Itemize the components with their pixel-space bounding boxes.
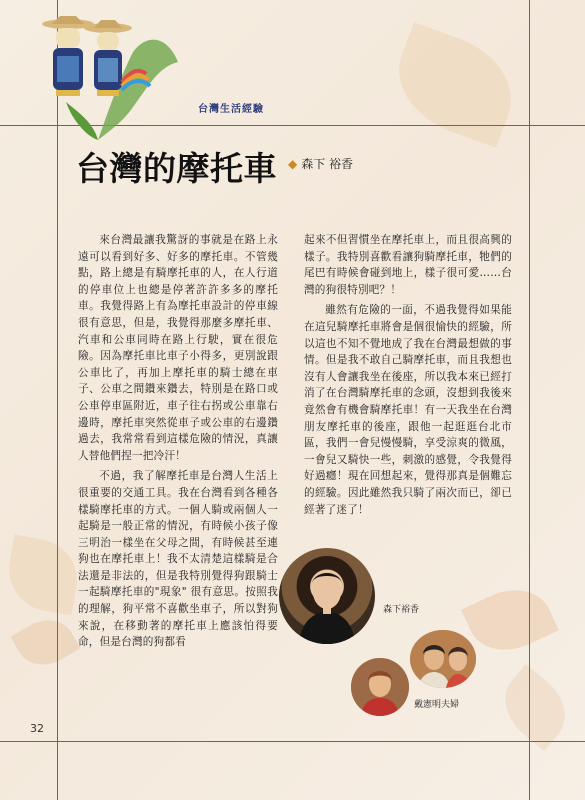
couple-photo-right [410,630,476,688]
maple-leaf-decoration [461,576,559,664]
article-paragraph: 起來不但習慣坐在摩托車上，而且很高興的樣子。我特別喜歡看讓狗騎摩托車，牠們的尾巴有時候會碰到地上，樣子很可愛……台灣的狗很特別吧？！ [304,234,512,296]
right-rule [529,0,530,800]
author-photo-caption: 森下裕香 [383,605,420,615]
couple-photo-caption: 戴憲明夫婦 [414,700,460,710]
article-paragraph: 來台灣最讓我驚訝的事就是在路上永遠可以看到好多、好多的摩托車。不管幾點，路上總是有騎摩托車的人，在人行道的停車位上也總是停著許許多多的摩托車。我覺得路上有為摩托車設計的停車線很有意思，但是，我覺得那麼多摩托車、汽車和公車同時在路上行駛，實在很危險。因為摩托車比車子小得多，更別說跟公車比了，再加上摩托車的騎士總在車子、公車之間鑽來鑽去，特別是在路口或公車停車區附近，車子往右拐或公車靠右邊時，摩托車突然從車子或公車的右邊鑽過去，我常常看到這樣危險的情況，真讓人替他們捏一把冷汗！ [78,234,278,462]
maple-leaf-decoration [2,534,83,615]
diamond-icon: ◆ [288,157,298,171]
author-photo [279,548,375,644]
magazine-logo [38,12,188,142]
author-name: 森下 裕香 [301,157,354,171]
page-number: 32 [30,722,44,735]
maple-leaf-decoration [10,609,80,675]
article-paragraph: 不過，我了解摩托車是台灣人生活上很重要的交通工具。我在台灣看到各種各樣騎摩托車的方式。一個人騎或兩個人一起騎是一般正常的情況，有時候小孩子像三明治一樣坐在父母之間，有時候甚至連狗也在摩托車上！我不太清楚這樣騎是合法還是非法的，但是我特別覺得狗跟騎士一起騎摩托車的"現象" 很有意思。按照我的理解，狗平常不喜歡坐車子，所以對狗來說，在移動著的摩托車上應該怕得要命，但是台灣的狗都看 [78,470,278,649]
article-column-right [304,232,512,582]
article-paragraph: 雖然有危險的一面，不過我覺得如果能在這兒騎摩托車將會是個很愉快的經驗，所以這也不知不覺地成了我在台灣最想做的事情。但是我不敢自己騎摩托車，而且我想也沒有人會讓我坐在後座，所以我本來已經打消了在台灣騎摩托車的念頭，沒想到我後來竟然會有機會騎摩托車！有一天我坐在台灣朋友摩托車的後座，跟他一起逛逛台北市區，我們一會兒慢慢騎，享受涼爽的微風，一會兒又騎快一些，刺激的感覺，令我覺得好過癮！現在回想起來，覺得那真是個難忘的經驗。因此雖然我只騎了兩次而已，卻已經著了迷了！ [304,304,512,516]
bottom-rule [0,741,585,742]
section-label: 台灣生活經驗 [198,104,264,115]
page-title: 台灣的摩托車 [76,149,277,188]
maple-leaf-decoration [491,664,580,751]
maple-leaf-decoration [383,22,527,148]
couple-photo-left [351,658,409,716]
article-column-left [78,232,278,655]
author-tag [288,155,353,172]
